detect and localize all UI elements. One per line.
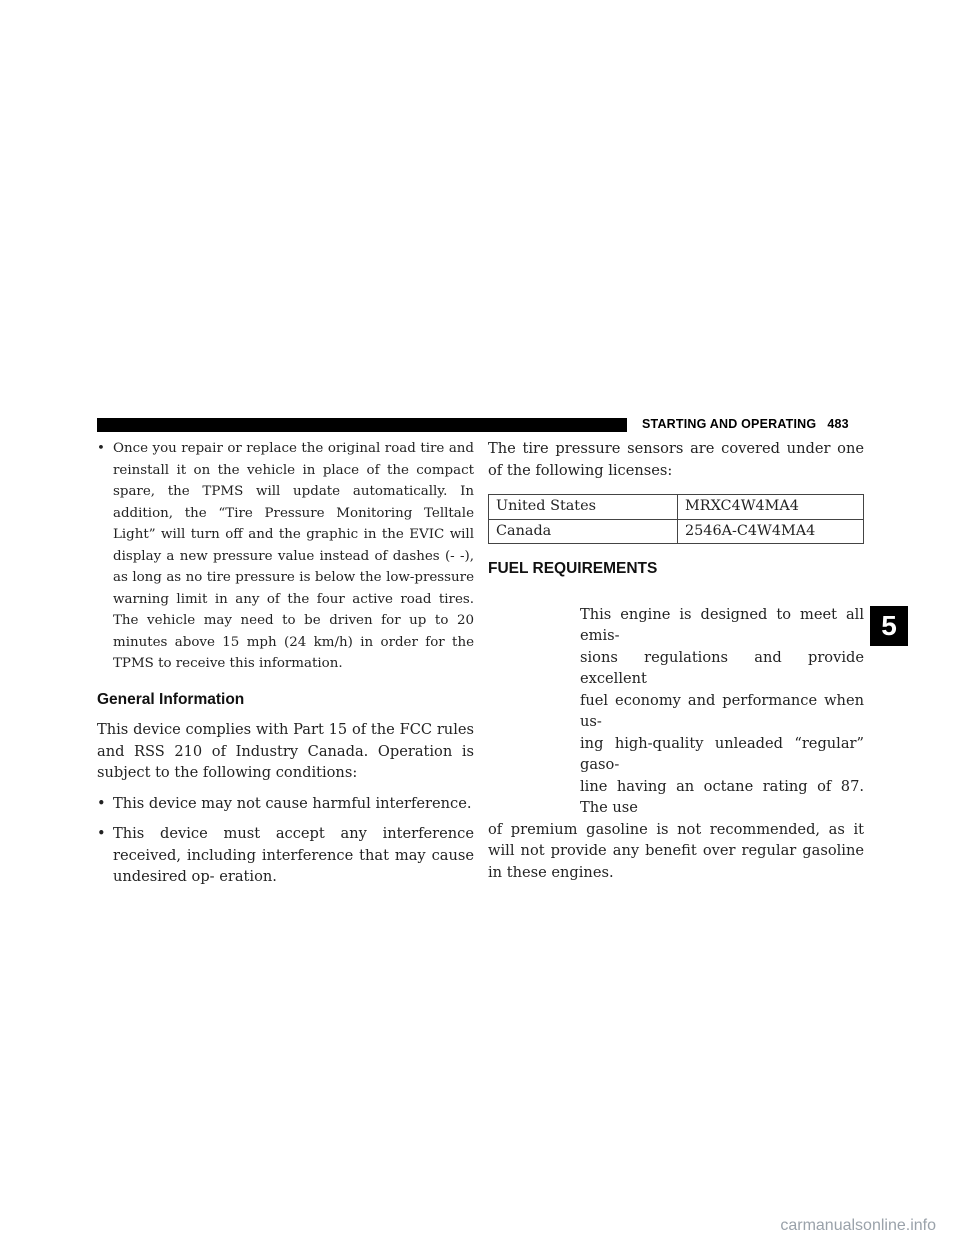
list-item (97, 793, 474, 815)
header-rule (97, 418, 627, 432)
page-number: 483 (827, 417, 849, 431)
table-row (489, 495, 864, 520)
watermark: carmanualsonline.info (780, 1217, 936, 1234)
bullet-icon: • (97, 441, 105, 456)
condition-text: This device may not cause harmful interference. (113, 794, 472, 812)
fuel-indented-block (488, 604, 864, 819)
fcc-intro-paragraph: This device complies with Part 15 of the FCC rules and RSS 210 of Industry Canada. Operation is subject to the following conditions: (97, 721, 474, 781)
fuel-line: sions regulations and provide excellent (580, 648, 864, 687)
section-title: STARTING AND OPERATING (642, 417, 817, 431)
running-header (642, 417, 849, 431)
right-column (488, 438, 864, 892)
list-item (97, 438, 474, 675)
licenses-intro-paragraph: The tire pressure sensors are covered under one of the following licenses: (488, 440, 864, 479)
fuel-line: This engine is designed to meet all emis- (580, 605, 864, 644)
bullet-icon: • (97, 825, 106, 842)
tpms-bullet-text: Once you repair or replace the original road tire and reinstall it on the vehicle in place of the compact spare, the TPMS will update automatically. In addition, the “Tire Pressure Monitoring Telltale Light” will turn off and the graphic in the EVIC will display a new pressure value instead of dashes (- -), as long as no tire pressure is below the low-pressure warning limit in any of the four active road tires. The vehicle may need to be driven for up to 20 minutes above 15 mph (24 km/h) in order for the TPMS to receive this information. (113, 441, 474, 671)
list-item (97, 823, 474, 888)
license-code-cell: 2546A-C4W4MA4 (678, 519, 864, 544)
license-code-cell: MRXC4W4MA4 (678, 495, 864, 520)
license-country-cell: United States (489, 495, 678, 520)
fuel-line: ing high-quality unleaded “regular” gaso- (580, 734, 864, 773)
bullet-icon: • (97, 794, 106, 812)
fuel-line: line having an octane rating of 87. The use (580, 777, 864, 816)
licenses-table (488, 494, 864, 544)
chapter-tab: 5 (870, 606, 908, 646)
table-row (489, 519, 864, 544)
fuel-line: fuel economy and performance when us- (580, 691, 864, 730)
license-country-cell: Canada (489, 519, 678, 544)
fuel-continuation-paragraph: of premium gasoline is not recommended, as it will not provide any benefit over regular gasoline in these engines. (488, 820, 864, 881)
left-column (97, 438, 474, 897)
condition-text: This device must accept any interference received, including interference that may cause undesired op- eration. (113, 825, 474, 885)
fuel-requirements-heading: FUEL REQUIREMENTS (488, 560, 658, 577)
general-information-heading: General Information (97, 690, 245, 708)
